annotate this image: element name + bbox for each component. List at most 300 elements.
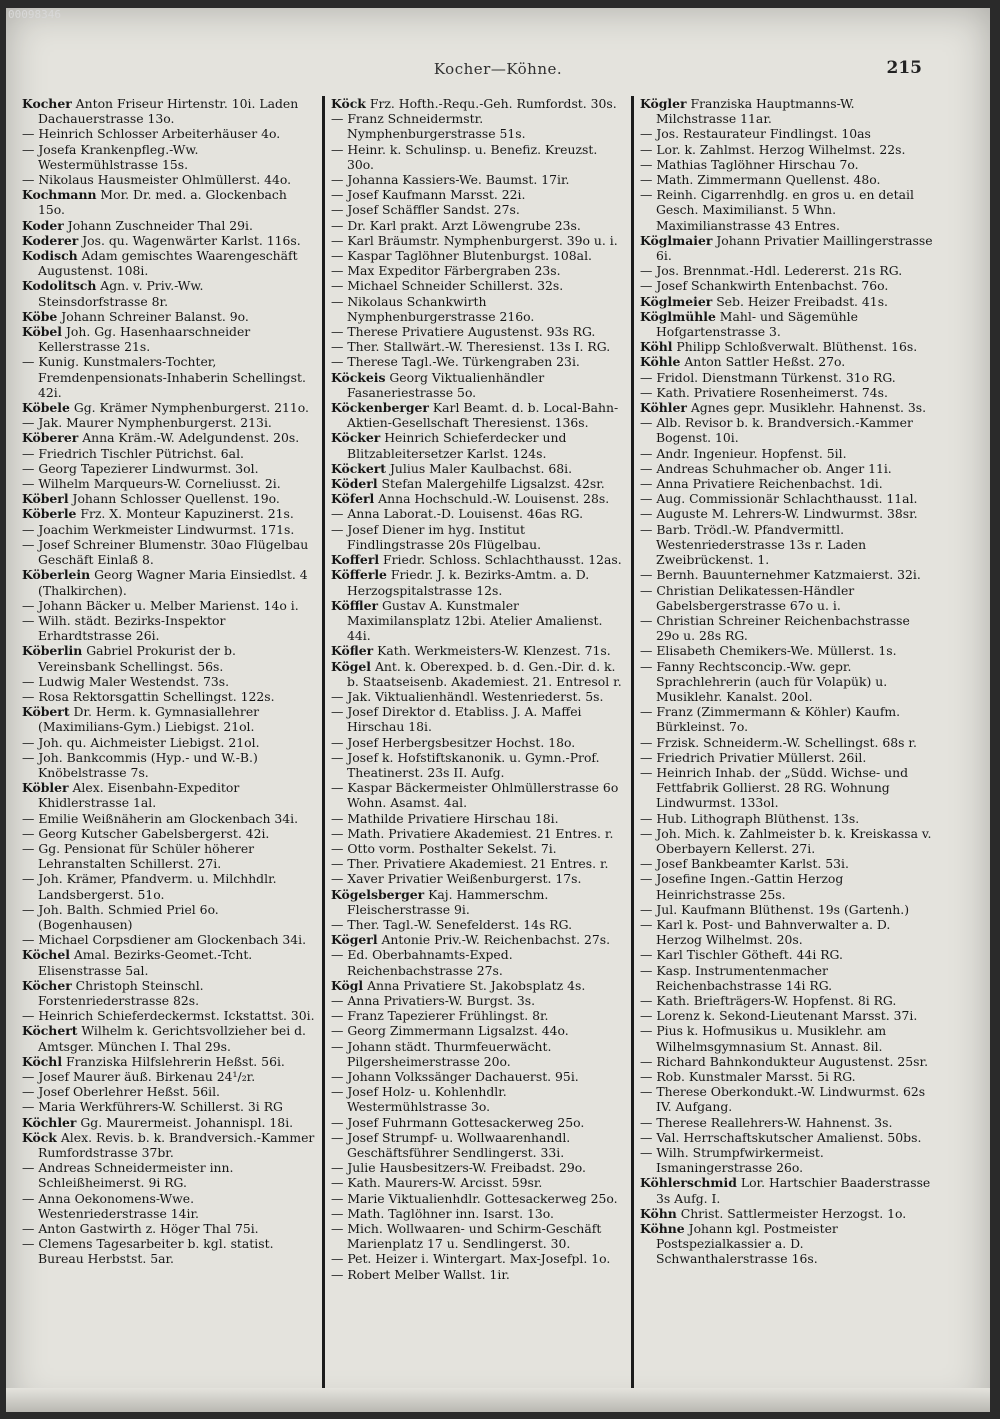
directory-entry [640,583,934,613]
entry-text: Kaj. Hammerschm. Fleischerstrasse 9i. [347,886,549,917]
entry-text: Seb. Heizer Freibadst. 41s. [712,293,888,309]
directory-entry [331,704,625,734]
directory-entry [22,1115,316,1130]
directory-entry [331,689,625,704]
directory-entry [331,871,625,886]
directory-entry [22,1236,316,1266]
column-1 [18,96,320,1396]
entry-text: Friedr. Schloss. Schlachthausst. 12as. [379,552,622,568]
directory-entry [331,947,625,977]
entry-surname: Koderer [22,232,79,248]
entry-text: — Friedrich Tischler Pütrichst. 6al. [22,445,244,461]
directory-entry [640,917,934,947]
column-rule [322,96,325,1396]
entry-text: — Aug. Commissionär Schlachthausst. 11al. [640,491,918,507]
entry-text: Ant. k. Oberexped. b. d. Gen.-Dir. d. k. b. Staatseisenb. Akademiest. 21. Entresol r. [347,658,622,689]
entry-text: — Kath. Maurers-W. Arcisst. 59sr. [331,1175,543,1191]
directory-entry [331,1175,625,1190]
entry-text: — Georg Tapezierer Lindwurmst. 3ol. [22,460,259,476]
directory-entry [22,1008,316,1023]
directory-entry [22,978,316,1008]
directory-entry [331,1191,625,1206]
entry-text: Adam gemischtes Waarengeschäft Augustenst. 108i. [38,248,298,279]
entry-text: Anton Sattler Heßst. 27o. [680,354,846,370]
entry-text: — Rob. Kunstmaler Marsst. 5i RG. [640,1069,856,1084]
entry-surname: Köckenberger [331,400,429,416]
directory-entry [640,506,934,521]
directory-entry [22,1191,316,1221]
directory-entry [331,430,625,460]
directory-entry [331,278,625,293]
entry-text: — Josef Schankwirth Entenbachst. 76o. [640,278,889,294]
directory-entry [22,704,316,734]
entry-text: Julius Maler Kaulbachst. 68i. [386,460,573,476]
entry-text: Alex. Eisenbahn-Expeditor Khidlerstrasse 1al. [38,780,240,811]
entry-text: — Andreas Schneidermeister inn. Schleißheimerst. 9i RG. [22,1160,234,1191]
directory-entry [640,902,934,917]
entry-text: Dr. Herm. k. Gymnasiallehrer (Maximilians-Gym.) Liebigst. 21ol. [38,704,260,735]
entry-text: — Val. Herrschaftskutscher Amalienst. 50bs. [640,1129,922,1145]
entry-text: Frz. X. Monteur Kapuzinerst. 21s. [76,506,294,522]
entry-surname: Köglmühle [640,308,716,324]
entry-surname: Köchert [22,1023,78,1039]
entry-text: Alex. Revis. b. k. Brandversich.-Kammer Rumfordstrasse 37br. [38,1129,315,1161]
entry-text: — Joh. Balth. Schmied Priel 6o. (Bogenhausen) [22,901,219,932]
directory-entry [22,947,316,977]
entry-text: — Marie Viktualienhdlr. Gottesackerweg 25o. [331,1190,618,1206]
entry-text: — Therese Tagl.-We. Türkengraben 23i. [331,354,580,370]
entry-text: — Math. Zimmermann Quellenst. 48o. [640,172,881,188]
directory-entry [640,1054,934,1069]
entry-text: Franziska Hilfslehrerin Heßst. 56i. [62,1053,285,1069]
entry-surname: Köbe [22,308,58,324]
directory-entry [640,142,934,157]
entry-text: — Reinh. Cigarrenhdlg. en gros u. en detail Gesch. Maximilianst. 5 Whn. Maximilianstrasse 43 Entres. [640,187,914,233]
directory-entry [22,309,316,324]
entry-text: — Ludwig Maler Westendst. 73s. [22,673,230,689]
directory-entry [331,1130,625,1160]
entry-text: — Wilh. Strumpfwirkermeist. Ismaningerstrasse 26o. [640,1145,824,1176]
entry-surname: Köbert [22,704,70,720]
entry-text: — Joh. Mich. k. Zahlmeister b. k. Kreiskassa v. Oberbayern Kellerst. 27i. [640,825,932,856]
entry-text: Heinrich Schieferdecker und Blitzableitersetzer Karlst. 124s. [347,430,567,461]
entry-surname: Koder [22,217,64,233]
directory-entry [331,354,625,369]
directory-entry [22,354,316,400]
directory-entry [22,522,316,537]
entry-text: — Mich. Wollwaaren- und Schirm-Geschäft Marienplatz 17 u. Sendlingerst. 30. [331,1221,602,1252]
directory-entry [640,522,934,568]
entry-text: — Johann städt. Thurmfeuerwächt. Pilgersheimerstrasse 20o. [331,1038,552,1069]
entry-text: — Karl Tischler Götheft. 44i RG. [640,947,843,963]
directory-entry [640,1115,934,1130]
entry-text: — Kath. Briefträgers-W. Hopfenst. 8i RG. [640,992,897,1008]
directory-entry [22,233,316,248]
entry-text: — Alb. Revisor b. k. Brandversich.-Kammer Bogenst. 10i. [640,415,913,446]
entry-text: — Michael Corpsdiener am Glockenbach 34i. [22,932,307,948]
entry-text: Gg. Krämer Nymphenburgerst. 211o. [69,400,309,416]
entry-text: — Josef Holz- u. Kohlenhdlr. Westermühlstrasse 3o. [331,1084,507,1115]
entry-text: Lor. Hartschier Baaderstrasse 3s Aufg. I. [656,1175,931,1206]
entry-text: — Frzisk. Schneiderm.-W. Schellingst. 68s r. [640,734,917,750]
entry-text: Gg. Maurermeist. Johannispl. 18i. [76,1114,294,1130]
directory-entry [640,811,934,826]
entry-text: Johann Schreiner Balanst. 9o. [57,308,249,324]
entry-text: — Josefine Ingen.-Gattin Herzog Heinrichstrasse 25s. [640,871,844,902]
entry-text: Christoph Steinschl. Forstenriederstrasse 82s. [38,977,204,1008]
directory-entry [22,567,316,597]
entry-text: — Pet. Heizer i. Wintergart. Max-Josefpl. 1o. [331,1251,611,1267]
entry-surname: Kögl [331,977,364,993]
entry-surname: Köchl [22,1053,63,1069]
directory-entry [640,354,934,369]
directory-entry [640,385,934,400]
directory-entry [331,202,625,217]
entry-text: — Jos. Restaurateur Findlingst. 10as [640,126,871,142]
directory-entry [22,461,316,476]
entry-text: — Josef Maurer äuß. Birkenau 24¹/₂r. [22,1069,256,1084]
directory-entry [331,1084,625,1114]
directory-entry [22,1069,316,1084]
entry-text: — Michael Schneider Schillerst. 32s. [331,278,564,294]
entry-surname: Köcher [22,977,72,993]
entry-text: — Joh. Krämer, Pfandverm. u. Milchhdlr. Landsbergerst. 51o. [22,871,277,902]
entry-text: — Kaspar Taglöhner Blutenburgst. 108al. [331,248,592,264]
directory-entry [640,659,934,705]
entry-text: Georg Wagner Maria Einsiedlst. 4 (Thalkirchen). [38,567,308,598]
entry-text: Agn. v. Priv.-Ww. Steinsdorfstrasse 8r. [38,278,204,309]
directory-entry [22,1130,316,1160]
entry-surname: Köberlein [22,567,91,583]
directory-entry [640,187,934,233]
directory-entry [22,1221,316,1236]
directory-entry [22,506,316,521]
directory-entry [331,172,625,187]
entry-text: — Heinrich Inhab. der „Südd. Wichse- und Fettfabrik Gollierst. 28 RG. Wohnung Lindwurmst. 133ol. [640,764,909,811]
directory-entry [640,233,934,263]
entry-text: — Anna Privatiere Reichenbachst. 1di. [640,476,883,492]
entry-surname: Köberle [22,506,77,522]
entry-surname: Kochmann [22,187,97,203]
entry-surname: Köhn [640,1205,677,1221]
directory-entry [22,871,316,901]
entry-text: — Ther. Stallwärt.-W. Theresienst. 13s I. RG. [331,339,611,355]
page-edge-shadow [6,1388,990,1412]
directory-entry [331,522,625,552]
entry-text: — Heinr. k. Schulinsp. u. Benefiz. Kreuzst. 30o. [331,141,598,172]
directory-entry [640,461,934,476]
entry-text: Anton Friseur Hirtenstr. 10i. Laden Dachauerstrasse 13o. [38,96,299,127]
entry-text: — Kunig. Kunstmalers-Tochter, Fremdenpensionats-Inhaberin Schellingst. 42i. [22,354,306,400]
entry-text: — Rosa Rektorsgattin Schellingst. 122s. [22,688,275,704]
directory-entry [22,689,316,704]
entry-surname: Köbele [22,400,70,416]
directory-entry [22,476,316,491]
entry-text: Georg Viktualienhändler Fasaneriestrasse 5o. [347,369,545,400]
entry-text: Mor. Dr. med. a. Glockenbach 15o. [38,187,287,218]
entry-text: — Wilh. städt. Bezirks-Inspektor Erhardtstrasse 26i. [22,612,226,644]
entry-text: — Josef Schreiner Blumenstr. 30ao Flügelbau Geschäft Einlaß 8. [22,536,309,568]
directory-entry [640,1069,934,1084]
directory-entry [22,1084,316,1099]
directory-entry [640,993,934,1008]
entry-text: Friedr. J. k. Bezirks-Amtm. a. D. Herzogspitalstrasse 12s. [347,567,590,598]
entry-text: — Ther. Privatiere Akademiest. 21 Entres. r. [331,856,609,872]
directory-entry [331,659,625,689]
directory-entry [331,461,625,476]
entry-text: — Franz Schneidermstr. Nymphenburgerstrasse 51s. [331,111,526,142]
directory-entry [22,750,316,780]
entry-text: — Joh. Bankcommis (Hyp.- und W.-B.) Knöbelstrasse 7s. [22,749,258,780]
directory-entry [22,841,316,871]
entry-text: Antonie Priv.-W. Reichenbachst. 27s. [377,932,611,948]
directory-entry [331,826,625,841]
directory-entry [640,765,934,811]
entry-text: — Mathias Taglöhner Hirschau 7o. [640,156,859,172]
entry-text: — Johanna Kassiers-We. Baumst. 17ir. [331,172,570,188]
entry-text: — Jos. Brennmat.-Hdl. Ledererst. 21s RG. [640,263,903,279]
column-2 [327,96,629,1396]
directory-entry [331,218,625,233]
entry-surname: Köcker [331,430,381,446]
directory-entry [640,856,934,871]
entry-text: — Karl Bräumstr. Nymphenburgerst. 39o u. i. [331,232,618,248]
entry-text: — Max Expeditor Färbergraben 23s. [331,263,561,279]
directory-entry [331,1221,625,1251]
directory-entry [331,1251,625,1266]
entry-text: — Josef Kaufmann Marsst. 22i. [331,187,526,203]
directory-entry [22,902,316,932]
entry-text: — Josefa Krankenpfleg.-Ww. Westermühlstrasse 15s. [22,141,199,172]
directory-entry [22,415,316,430]
entry-surname: Köhlerschmid [640,1175,737,1191]
directory-entry [22,142,316,172]
directory-entry [640,370,934,385]
directory-entry [22,187,316,217]
directory-entry [331,567,625,597]
directory-entry [331,993,625,1008]
entry-text: — Jak. Maurer Nymphenburgerst. 213i. [22,415,272,431]
entry-text: — Therese Privatiere Augustenst. 93s RG. [331,324,596,340]
entry-text: — Gg. Pensionat für Schüler höherer Lehranstalten Schillerst. 27i. [22,840,255,872]
entry-text: Gustav A. Kunstmaler Maximilansplatz 12bi. Atelier Amalienst. 44i. [347,597,603,644]
entry-text: — Christian Delikatessen-Händler Gabelsbergerstrasse 67o u. i. [640,582,855,613]
directory-entry [22,643,316,673]
entry-surname: Kögel [331,658,372,674]
entry-surname: Kocher [22,96,72,111]
directory-entry [331,506,625,521]
directory-entry [331,1023,625,1038]
entry-text: Anna Hochschuld.-W. Louisenst. 28s. [374,491,610,507]
entry-text: — Kath. Privatiere Rosenheimerst. 74s. [640,384,888,400]
directory-entry [640,415,934,445]
directory-entry [331,1206,625,1221]
entry-surname: Kögerl [331,932,378,948]
entry-text: — Auguste M. Lehrers-W. Lindwurmst. 38sr. [640,506,918,522]
directory-entry [640,278,934,293]
entry-surname: Köchler [22,1114,77,1130]
entry-text: — Mathilde Privatiere Hirschau 18i. [331,810,559,826]
directory-entry [331,841,625,856]
directory-entry [640,1221,934,1267]
entry-text: — Elisabeth Chemikers-We. Müllerst. 1s. [640,643,897,659]
directory-entry [640,263,934,278]
entry-text: — Clemens Tagesarbeiter b. kgl. statist. Bureau Herbstst. 5ar. [22,1236,274,1267]
directory-entry [331,476,625,491]
entry-text: — Kasp. Instrumentenmacher Reichenbachstrasse 14i RG. [640,962,833,993]
directory-entry [331,552,625,567]
entry-text: Karl Beamt. d. b. Local-Bahn-Aktien-Gesellschaft Theresienst. 136s. [347,400,619,431]
entry-text: Joh. Gg. Hasenhaarschneider Kellerstrasse 21s. [38,324,251,355]
entry-text: — Friedrich Privatier Müllerst. 26il. [640,749,867,765]
directory-entry [22,430,316,445]
entry-text: Philipp Schloßverwalt. Blüthenst. 16s. [672,339,918,355]
directory-entry [331,932,625,947]
entry-text: — Bernh. Bauunternehmer Katzmaierst. 32i. [640,567,921,583]
entry-text: — Josef Diener im hyg. Institut Findlingstrasse 20s Flügelbau. [331,521,542,552]
entry-text: Amal. Bezirks-Geomet.-Tcht. Elisenstrasse 5al. [38,947,253,978]
scan-id: 00098346 [8,8,61,21]
directory-entry [331,294,625,324]
directory-entry [640,309,934,339]
directory-entry [331,598,625,644]
directory-entry [640,947,934,962]
entry-text: — Fanny Rechtsconcip.-Ww. gepr. Sprachlehrerin (auch für Volapük) u. Musiklehr. Kanalst. 20ol. [640,658,888,704]
entry-surname: Köckeis [331,369,386,385]
directory-entry [22,1054,316,1069]
directory-entry [22,811,316,826]
directory-entry [22,598,316,613]
directory-entry [22,932,316,947]
directory-entry [640,400,934,415]
directory-entry [640,157,934,172]
directory-entry [640,96,934,126]
entry-surname: Köck [22,1129,57,1145]
directory-entry [22,400,316,415]
entry-text: — Johann Volkssänger Dachauerst. 95i. [331,1069,579,1084]
entry-text: — Richard Bahnkondukteur Augustenst. 25sr. [640,1053,929,1069]
entry-text: — Josef Bankbeamter Karlst. 53i. [640,856,849,872]
directory-entry [331,263,625,278]
directory-entry [331,978,625,993]
entry-text: — Jak. Viktualienhändl. Westenriederst. 5s. [331,688,604,704]
entry-text: — Ed. Oberbahnamts-Exped. Reichenbachstrasse 27s. [331,947,513,978]
entry-text: — Josef Fuhrmann Gottesackerweg 25o. [331,1114,585,1130]
entry-text: — Maria Werkführers-W. Schillerst. 3i RG [22,1099,283,1115]
directory-entry [331,856,625,871]
entry-text: — Andreas Schuhmacher ob. Anger 11i. [640,460,892,476]
entry-text: Kath. Werkmeisters-W. Klenzest. 71s. [373,643,611,659]
directory-entry [22,248,316,278]
entry-text: — Joh. qu. Aichmeister Liebigst. 21ol. [22,734,260,750]
entry-surname: Köberer [22,430,79,446]
entry-text: — Franz Tapezierer Frühlingst. 8r. [331,1008,549,1024]
entry-text: Johann kgl. Postmeister Postspezialkassier a. D. Schwanthalerstrasse 16s. [656,1221,838,1267]
entry-text: — Josef Schäffler Sandst. 27s. [331,202,520,218]
directory-entry [331,750,625,780]
directory-entry [22,826,316,841]
entry-text: — Ther. Tagl.-W. Senefelderst. 14s RG. [331,916,573,932]
entry-surname: Köchel [22,947,70,963]
entry-text: — Heinrich Schieferdeckermst. Ickstattst. 30i. [22,1008,315,1024]
entry-text: — Barb. Trödl.-W. Pfandvermittl. Westenriederstrasse 13s r. Laden Zweibrückenst. 1. [640,521,867,568]
directory-entry [331,111,625,141]
directory-entry [331,248,625,263]
entry-text: Johann Privatier Maillingerstrasse 6i. [656,232,933,264]
directory-entry [331,142,625,172]
directory-entry [640,1008,934,1023]
entry-surname: Köfler [331,643,374,659]
entry-text: — Josef Oberlehrer Heßst. 56il. [22,1084,220,1100]
directory-entry [640,172,934,187]
directory-entry [640,643,934,658]
entry-surname: Köbel [22,324,63,340]
directory-entry [331,233,625,248]
directory-entry [640,735,934,750]
directory-entry [640,826,934,856]
entry-text: — Julie Hausbesitzers-W. Freibadst. 29o. [331,1160,586,1176]
directory-entry [640,491,934,506]
entry-text: — Georg Zimmermann Ligsalzst. 44o. [331,1023,569,1039]
directory-entry [640,704,934,734]
entry-surname: Kögelsberger [331,886,425,902]
directory-entry [331,370,625,400]
directory-entry [331,735,625,750]
directory-entry [22,172,316,187]
entry-surname: Köhle [640,354,681,370]
directory-entry [22,1023,316,1053]
entry-surname: Köderl [331,476,378,492]
directory-entry [22,126,316,141]
entry-surname: Köhne [640,1221,685,1237]
page-number: 215 [886,58,922,78]
entry-surname: Köckert [331,460,387,476]
entry-text: — Therese Reallehrers-W. Hahnenst. 3s. [640,1114,893,1130]
entry-text: — Pius k. Hofmusikus u. Musiklehr. am Wilhelmsgymnasium St. Annast. 8il. [640,1023,887,1054]
directory-entry [22,446,316,461]
entry-text: Gabriel Prokurist der b. Vereinsbank Schellingst. 56s. [38,643,236,674]
entry-surname: Köglmeier [640,293,713,309]
entry-text: — Robert Melber Wallst. 1ir. [331,1266,510,1282]
directory-entry [331,1160,625,1175]
directory-entry [22,1160,316,1190]
entry-text: Anna Kräm.-W. Adelgundenst. 20s. [78,430,300,446]
entry-text: — Josef k. Hofstiftskanonik. u. Gymn.-Prof. Theatinerst. 23s II. Aufg. [331,749,600,780]
directory-entry [331,811,625,826]
directory-entry [640,339,934,354]
directory-entry [640,1084,934,1114]
directory-entry [331,780,625,810]
entry-text: — Dr. Karl prakt. Arzt Löwengrube 23s. [331,217,581,233]
directory-entry [331,1008,625,1023]
directory-entry [22,537,316,567]
directory-entry [22,1099,316,1114]
directory-entry [640,1130,934,1145]
entry-text: — Hub. Lithograph Blüthenst. 13s. [640,810,860,826]
directory-entry [640,567,934,582]
entry-surname: Köhl [640,339,673,355]
entry-text: Agnes gepr. Musiklehr. Hahnenst. 3s. [686,400,927,416]
directory-entry [22,735,316,750]
entry-text: Stefan Malergehilfe Ligsalzst. 42sr. [377,476,605,492]
entry-text: Johann Zuschneider Thal 29i. [63,217,253,233]
running-head: Kocher—Köhne. [433,60,563,78]
directory-entry [331,1267,625,1282]
directory-entry [22,613,316,643]
entry-surname: Köglmaier [640,232,713,248]
entry-text: — Franz (Zimmermann & Köhler) Kaufm. Bürkleinst. 7o. [640,704,901,735]
directory-entry [331,1039,625,1069]
